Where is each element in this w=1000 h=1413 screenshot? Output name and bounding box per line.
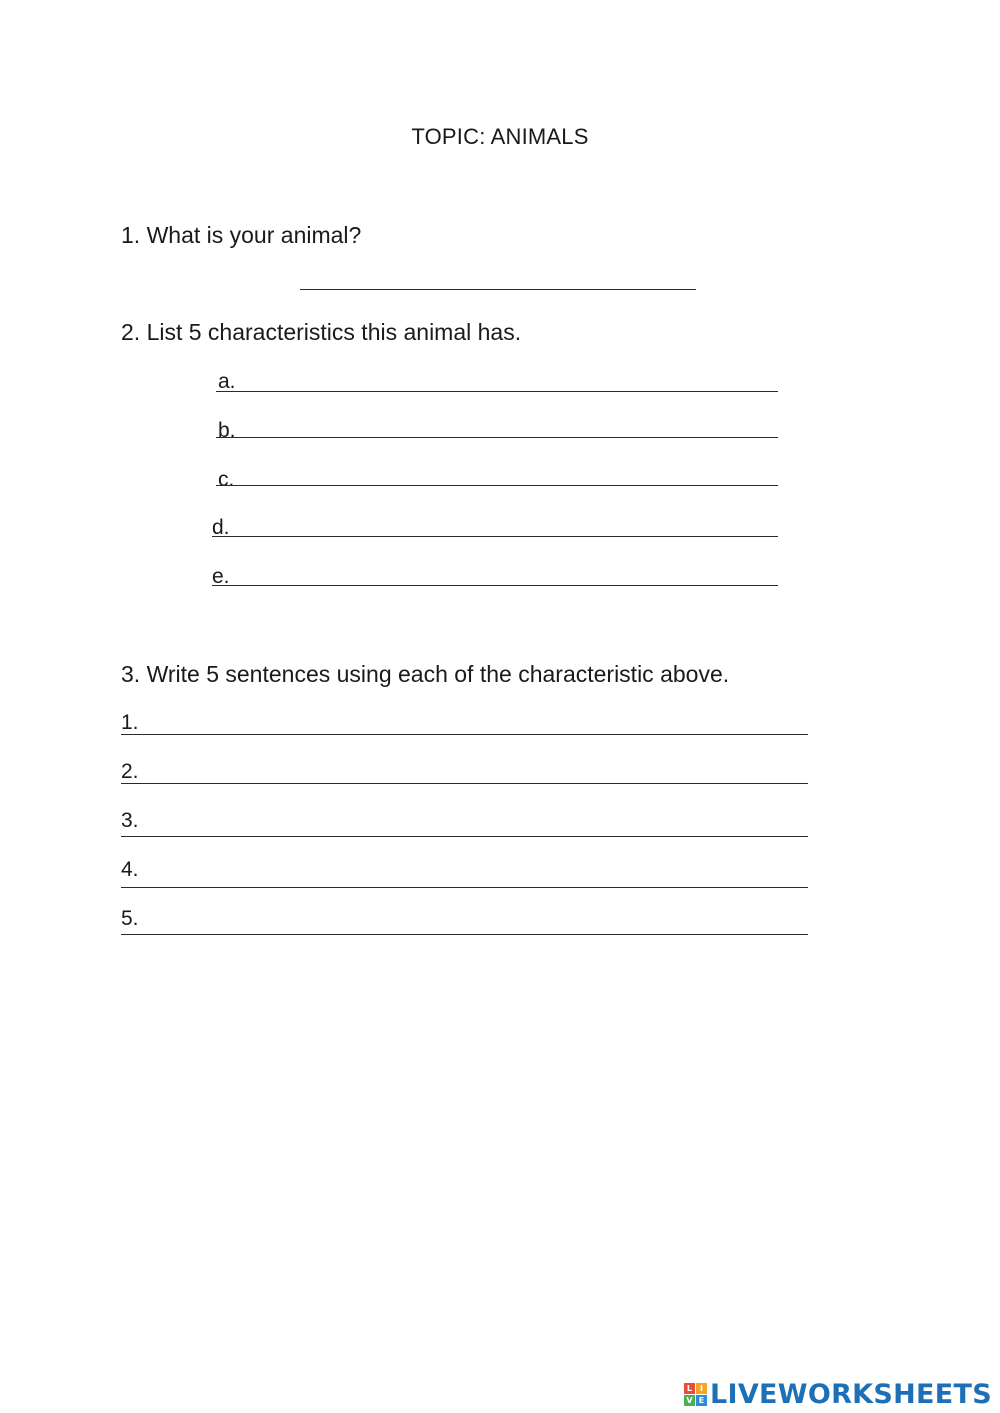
liveworksheets-logo [684, 1377, 992, 1411]
sentence-label-2: 2. [121, 760, 139, 783]
characteristic-label-b: b. [218, 419, 236, 442]
characteristic-label-c: c. [218, 468, 235, 491]
logo-block: V [684, 1395, 695, 1406]
sentence-label-4: 4. [121, 858, 139, 881]
question-2: 2. List 5 characteristics this animal has. [121, 319, 522, 345]
sentence-line-5[interactable] [121, 934, 808, 935]
sentence-label-1: 1. [121, 711, 139, 734]
characteristic-label-a: a. [218, 370, 236, 393]
question-3: 3. Write 5 sentences using each of the characteristic above. [121, 661, 730, 687]
characteristic-label-d: d. [212, 516, 230, 539]
answer-line-animal[interactable] [300, 289, 696, 290]
characteristic-line-e[interactable] [212, 585, 778, 586]
logo-block: L [684, 1383, 695, 1394]
question-1: 1. What is your animal? [121, 222, 362, 248]
characteristic-line-b[interactable] [216, 437, 778, 438]
characteristic-line-c[interactable] [216, 485, 778, 486]
logo-blocks-icon [684, 1383, 707, 1406]
characteristic-line-d[interactable] [212, 536, 778, 537]
page-title: TOPIC: ANIMALS [411, 124, 589, 149]
sentence-line-1[interactable] [121, 734, 808, 735]
sentence-label-3: 3. [121, 809, 139, 832]
logo-block: E [696, 1395, 707, 1406]
sentence-line-4[interactable] [121, 887, 808, 888]
sentence-label-5: 5. [121, 907, 139, 930]
sentence-line-2[interactable] [121, 783, 808, 784]
characteristic-line-a[interactable] [216, 391, 778, 392]
characteristic-label-e: e. [212, 565, 230, 588]
logo-block: I [696, 1383, 707, 1394]
logo-wordmark: LIVEWORKSHEETS [709, 1378, 992, 1410]
sentence-line-3[interactable] [121, 836, 808, 837]
